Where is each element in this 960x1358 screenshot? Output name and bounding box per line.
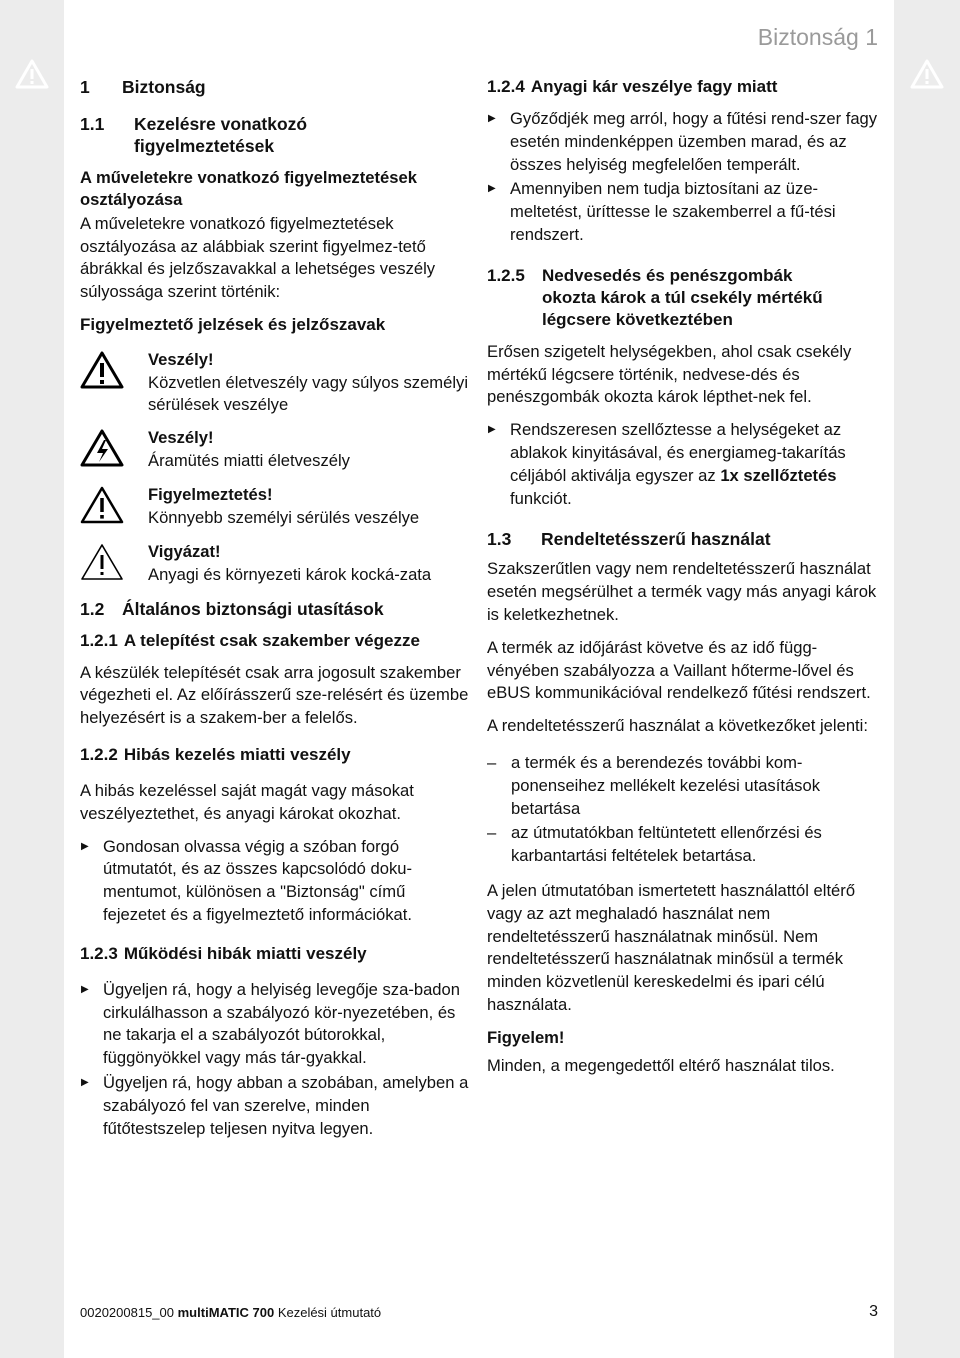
paragraph: A jelen útmutatóban ismertetett használattól eltérő vagy az azt meghaladó használat nem rendeltetésszerű használatnak minősül. Nem rendeltetésszerű használatnak minősül a termék minden közvetlenül kereskedelmi és ipari célú használata. bbox=[487, 880, 856, 1014]
section-heading: 1.2.5 Nedvesedés és penészgombák okozta károk a túl csekély mértékű légcsere következtében bbox=[487, 265, 823, 329]
notice-title: Figyelem! bbox=[487, 1027, 565, 1047]
notice-text: Minden, a megengedettől eltérő használat tilos. bbox=[487, 1055, 835, 1075]
section-heading: 1.2.4 Anyagi kár veszélye fagy miatt bbox=[487, 77, 778, 96]
section-heading: 1.2.2 Hibás kezelés miatti veszély bbox=[80, 744, 351, 764]
paragraph: Erősen szigetelt helységekben, ahol csak csekély mértékű légcsere történik, nedvese-dés és penészgombák okozta károk lépthet-nek fel. bbox=[487, 341, 852, 407]
list-item: ▶ Ügyeljen rá, hogy abban a szobában, amelyben a szabályozó fel van szerelve, minden fűtőtestszelep teljesen nyitva legyen. bbox=[80, 1072, 472, 1140]
warning-item: Veszély! Áramütés miatti életveszély bbox=[80, 427, 472, 474]
warning-item: Figyelmeztetés! Könnyebb személyi sérülés veszélye bbox=[80, 484, 472, 531]
bullet-arrow-icon: ▶ bbox=[81, 1076, 89, 1088]
bullet-arrow-icon: ▶ bbox=[488, 183, 496, 195]
left-column bbox=[80, 76, 472, 1142]
right-column bbox=[487, 76, 879, 1088]
list-item: ▶ Rendszeresen szellőztesse a helységeket az ablakok kinyitásával, és energiameg-takarítás céljából aktiválja egyszer az 1x szellőztetés funkciót. bbox=[487, 419, 879, 510]
section-heading: 1.2.3 Működési hibák miatti veszély bbox=[80, 943, 367, 963]
attention-triangle-icon bbox=[80, 543, 124, 581]
danger-triangle-icon bbox=[80, 351, 124, 389]
list-item: ▶ Ügyeljen rá, hogy a helyiség levegője sza-badon cirkulálhasson a szabályozó kör-nyezetében, és ne takarja el a szabályozót bútorokkal, függönyökkel vagy más tár-gyakkal. bbox=[80, 979, 472, 1070]
bullet-arrow-icon: ▶ bbox=[488, 113, 496, 124]
bullet-arrow-icon: ▶ bbox=[81, 983, 89, 995]
document-reference: 0020200815_00 multiMATIC 700 Kezelési útmutató bbox=[80, 1305, 382, 1320]
running-header: Biztonság 1 bbox=[757, 24, 878, 50]
electric-shock-icon bbox=[80, 429, 124, 467]
warning-item: Veszély! Közvetlen életveszély vagy súlyos személyi sérülések veszélye bbox=[80, 349, 472, 417]
left-margin-bar bbox=[0, 0, 64, 1358]
warning-triangle-icon bbox=[909, 58, 945, 90]
page-footer bbox=[80, 1305, 878, 1321]
list-item: ▶ Amennyiben nem tudja biztosítani az üze-meltetést, üríttesse le szakemberrel a fű-tési rendszert. bbox=[487, 178, 879, 246]
list-item: – az útmutatókban feltüntetett ellenőrzési és karbantartási feltételek betartása. bbox=[487, 823, 822, 866]
list-item: – a termék és a berendezés további kom-ponenseihez mellékelt kezelési utasítások betartása bbox=[487, 752, 821, 818]
page-number: 3 bbox=[869, 1303, 878, 1320]
subheading: A műveletekre vonatkozó figyelmeztetések osztályozása bbox=[80, 167, 417, 209]
right-margin-bar bbox=[894, 0, 960, 1358]
warning-triangle-icon bbox=[14, 58, 50, 90]
section-heading: 1 Biztonság bbox=[80, 77, 206, 97]
section-heading: 1.3 Rendeltetésszerű használat bbox=[487, 529, 771, 550]
section-heading: 1.2 Általános biztonsági utasítások bbox=[80, 598, 384, 619]
section-heading: 1.1 Kezelésre vonatkozó figyelmeztetések bbox=[80, 113, 308, 156]
subheading: Figyelmeztető jelzések és jelzőszavak bbox=[80, 314, 386, 334]
paragraph: A műveletekre vonatkozó figyelmeztetések osztályozása az alábbiak szerint figyelmez-tető ábrákkal és jelzőszavakkal a lehetséges veszély súlyossága szerint történik: bbox=[80, 213, 436, 302]
warning-item: Vigyázat! Anyagi és környezeti károk kocká-zata bbox=[80, 541, 472, 588]
caution-triangle-icon bbox=[80, 486, 124, 524]
bullet-arrow-icon: ▶ bbox=[81, 840, 89, 852]
paragraph: Szakszerűtlen vagy nem rendeltetésszerű használat esetén megsérülhet a termék vagy más anyagi károk is keletkezhetnek. bbox=[487, 559, 877, 624]
section-heading: 1.2.1 A telepítést csak szakember végezze bbox=[80, 630, 420, 650]
paragraph: A készülék telepítését csak arra jogosult szakember végezheti el. Az előírásszerű sze-relésért és üzembe helyezésért is a szakem-ber a felelős. bbox=[80, 662, 469, 728]
paragraph: A hibás kezeléssel saját magát vagy másokat veszélyeztethet, és anyagi károkat okozhat. bbox=[80, 780, 414, 823]
paragraph: A rendeltetésszerű használat a következőket jelenti: bbox=[487, 716, 868, 736]
paragraph: A termék az időjárást követve és az idő függ-vényében szabályozza a Vaillant hőterme-lővel és eBUS kommunikációval rendelkező fűtési rendszert. bbox=[487, 637, 871, 703]
bullet-arrow-icon: ▶ bbox=[488, 424, 496, 436]
list-item: ▶ Gondosan olvassa végig a szóban forgó útmutatót, és az összes kapcsolódó doku-mentumot, különösen a "Biztonság" című fejezetet és a figyelmeztető információkat. bbox=[80, 836, 472, 927]
list-item: ▶ Győződjék meg arról, hogy a fűtési rend-szer fagy esetén mindenképpen üzemben marad, és az összes helyiség megfelelően temperált. bbox=[487, 108, 879, 176]
